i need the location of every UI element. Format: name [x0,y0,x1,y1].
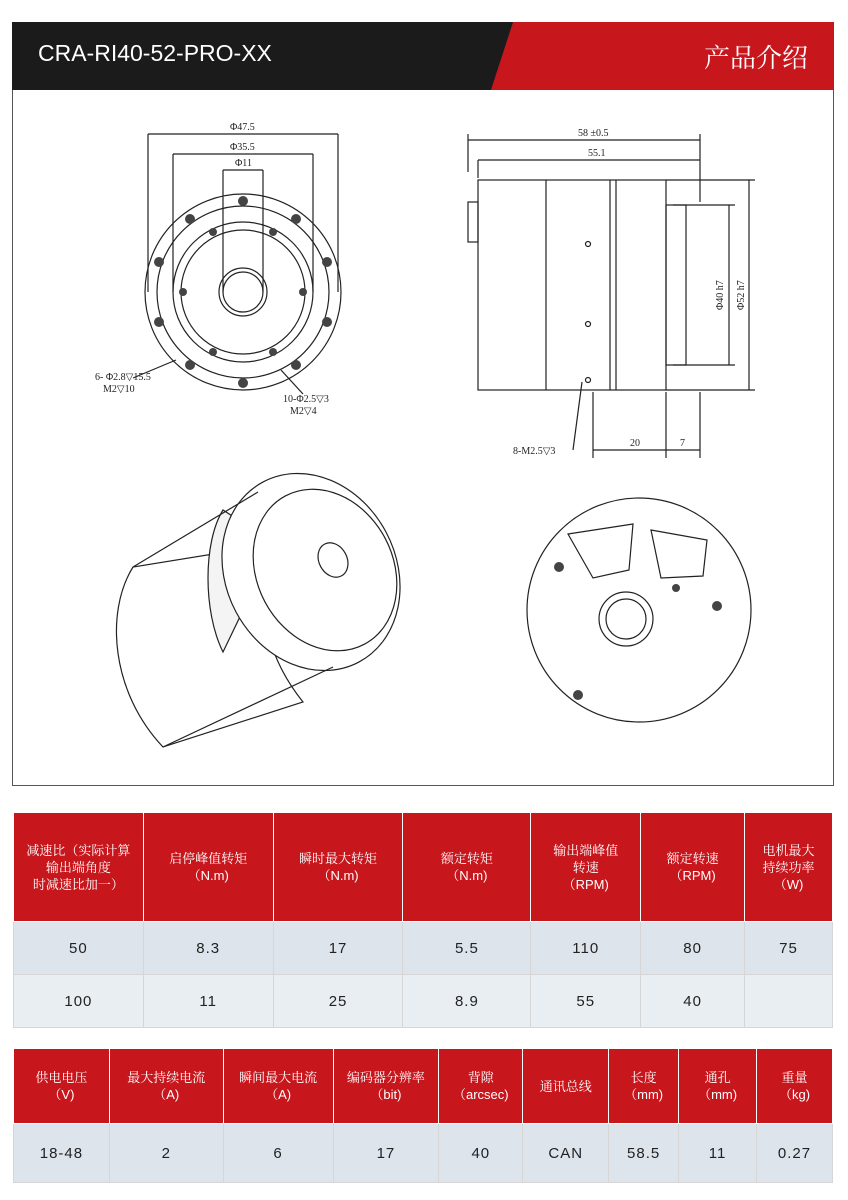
spec-table-2-header [14,1049,833,1124]
table-cell: 5.5 [403,922,531,975]
col-max-cont-current: 最大持续电流 （A) [109,1049,223,1124]
table-cell: 75 [745,922,833,975]
table-cell: 8.9 [403,975,531,1028]
col-start-stop-torque: 启停峰值转矩 （N.m) [143,813,273,922]
spec-table-1 [13,812,833,1028]
dim-7: 7 [680,438,685,449]
table-cell: 80 [641,922,745,975]
note-holes-2a: 10-Φ2.5▽3 [283,394,329,405]
table-cell: 11 [679,1124,757,1183]
col-rated-speed: 额定转速 （RPM) [641,813,745,922]
col-rated-torque: 额定转矩 （N.m) [403,813,531,922]
table-row [14,922,833,975]
spec-table-2 [13,1048,833,1183]
table-cell: 55 [531,975,641,1028]
table-cell: 17 [273,922,403,975]
col-ratio: 减速比（实际计算 输出端角度 时减速比加一） [14,813,144,922]
side-view [468,134,755,458]
table-cell: CAN [523,1124,609,1183]
rear-view [527,498,751,722]
table-cell: 18-48 [14,1124,110,1183]
table-cell [745,975,833,1028]
dim-55-1: 55.1 [588,148,606,159]
table-cell: 0.27 [757,1124,833,1183]
col-peak-speed: 输出端峰值 转速 （RPM) [531,813,641,922]
col-weight: 重量 （kg) [757,1049,833,1124]
table-row [14,1124,833,1183]
note-holes-2b: M2▽4 [290,406,317,417]
dim-11: Φ11 [235,158,252,169]
front-view [133,134,341,394]
col-peak-current: 瞬间最大电流 （A) [223,1049,333,1124]
dim-47-5: Φ47.5 [230,122,255,133]
technical-drawings [13,92,833,784]
col-through-hole: 通孔 （mm) [679,1049,757,1124]
table-cell: 8.3 [143,922,273,975]
table-cell: 6 [223,1124,333,1183]
iso-view [116,442,433,747]
note-holes-1b: M2▽10 [103,384,135,395]
dim-35-5: Φ35.5 [230,142,255,153]
table-cell: 40 [439,1124,523,1183]
table-cell: 110 [531,922,641,975]
model-name: CRA-RI40-52-PRO-XX [38,40,272,66]
col-max-torque: 瞬时最大转矩 （N.m) [273,813,403,922]
dim-20: 20 [630,438,640,449]
note-side-holes: 8-M2.5▽3 [513,446,556,457]
col-length: 长度 （mm) [609,1049,679,1124]
section-title: 产品介绍 [703,44,808,74]
table-cell: 17 [333,1124,439,1183]
col-backlash: 背隙 （arcsec) [439,1049,523,1124]
table-cell: 40 [641,975,745,1028]
table-cell: 100 [14,975,144,1028]
dim-52-h7: Φ52 h7 [736,280,747,310]
col-motor-power: 电机最大 持续功率 （W) [745,813,833,922]
col-voltage: 供电电压 （V) [14,1049,110,1124]
table-row [14,975,833,1028]
note-holes-1a: 6- Φ2.8▽15.5 [95,372,151,383]
table-cell: 50 [14,922,144,975]
col-encoder: 编码器分辨率 （bit) [333,1049,439,1124]
spec-table-1-header [14,813,833,922]
dim-58: 58 ±0.5 [578,128,609,139]
side-dimensions [513,128,747,457]
header-bar [12,22,834,90]
col-bus: 通讯总线 [523,1049,609,1124]
table-cell: 58.5 [609,1124,679,1183]
table-cell: 25 [273,975,403,1028]
table-cell: 11 [143,975,273,1028]
table-cell: 2 [109,1124,223,1183]
dim-40-h7: Φ40 h7 [715,280,726,310]
